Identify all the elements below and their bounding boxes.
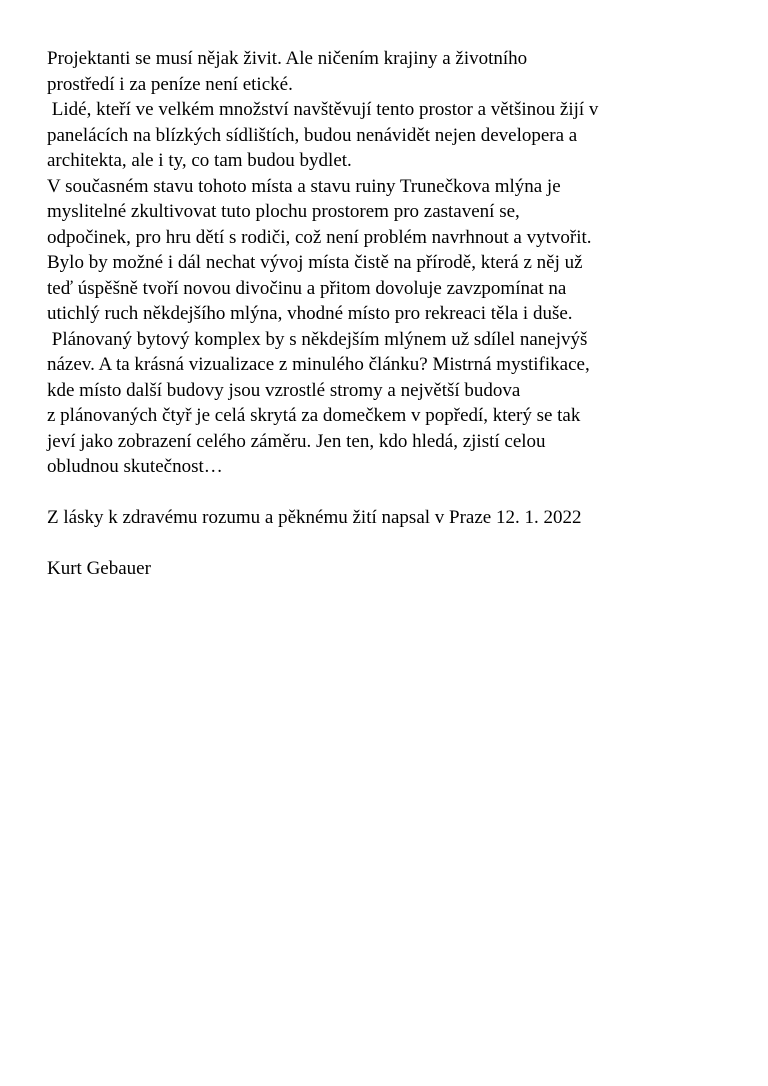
text-line: utichlý ruch někdejšího mlýna, vhodné místo pro rekreaci těla i duše.	[47, 303, 573, 324]
paragraph-spacer	[47, 480, 737, 506]
text-line: myslitelné zkultivovat tuto plochu prostorem pro zastavení se,	[47, 201, 520, 222]
text-line: jeví jako zobrazení celého záměru. Jen ten, kdo hledá, zjistí celou	[47, 430, 546, 452]
text-line: V současném stavu tohoto místa a stavu ruiny Trunečkova mlýna je	[47, 175, 561, 197]
document-text	[47, 46, 737, 582]
closing-line: Z lásky k zdravému rozumu a pěknému žití napsal v Praze 12. 1. 2022	[47, 507, 582, 528]
text-line: kde místo další budovy jsou vzrostlé stromy a největší budova	[47, 379, 521, 401]
text-line: teď úspěšně tvoří novou divočinu a přitom dovoluje zavzpomínat na	[47, 277, 567, 299]
text-line: odpočinek, pro hru dětí s rodiči, což není problém navrhnout a vytvořit.	[47, 226, 592, 248]
text-line: panelácích na blízkých sídlištích, budou nenávidět nejen developera a	[47, 124, 578, 146]
text-line: architekta, ale i ty, co tam budou bydlet.	[47, 150, 352, 171]
text-line: Bylo by možné i dál nechat vývoj místa čistě na přírodě, která z něj už	[47, 252, 583, 273]
text-line: Plánovaný bytový komplex by s někdejším mlýnem už sdílel nanejvýš	[47, 328, 588, 350]
text-line: obludnou skutečnost…	[47, 456, 223, 477]
text-line: z plánovaných čtyř je celá skrytá za domečkem v popředí, který se tak	[47, 405, 581, 426]
paragraph-spacer	[47, 531, 737, 557]
text-line: prostředí i za peníze není etické.	[47, 73, 293, 95]
text-line: název. A ta krásná vizualizace z minulého článku? Mistrná mystifikace,	[47, 354, 590, 375]
text-line: Lidé, kteří ve velkém množství navštěvují tento prostor a většinou žijí v	[47, 99, 599, 120]
text-line: Projektanti se musí nějak živit. Ale ničením krajiny a životního	[47, 48, 528, 69]
author-signature: Kurt Gebauer	[47, 558, 151, 579]
